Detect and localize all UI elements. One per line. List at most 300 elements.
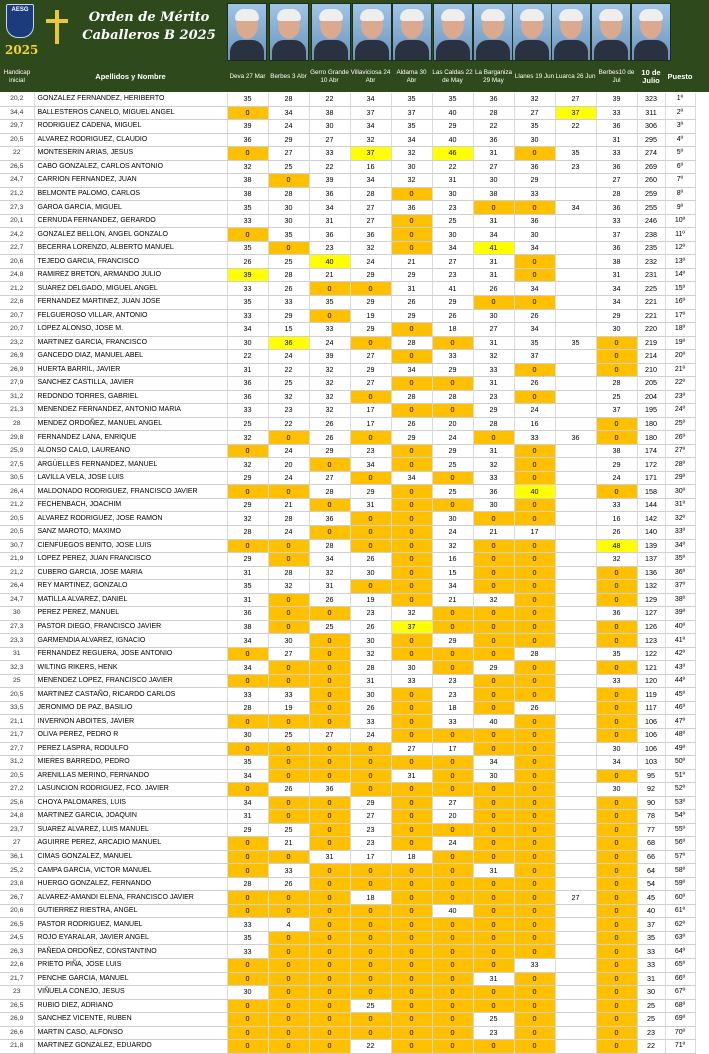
- position-cell: 33º: [665, 526, 695, 540]
- score-cell: 0: [309, 904, 350, 918]
- score-cell: 32: [227, 431, 268, 445]
- total-cell: 64: [637, 864, 665, 878]
- score-cell: 31: [473, 147, 514, 161]
- score-cell: 37: [391, 106, 432, 120]
- score-cell: 37: [555, 106, 596, 120]
- score-cell: 0: [514, 972, 555, 986]
- score-cell: 25: [473, 1013, 514, 1027]
- score-cell: [555, 174, 596, 188]
- score-cell: 0: [309, 458, 350, 472]
- score-cell: [555, 634, 596, 648]
- score-cell: 31: [227, 810, 268, 824]
- table-row: [0, 160, 695, 174]
- score-cell: [555, 1040, 596, 1054]
- score-cell: 31: [596, 268, 637, 282]
- score-cell: 0: [596, 769, 637, 783]
- handicap-cell: 26,9: [0, 350, 34, 364]
- score-cell: 24: [596, 471, 637, 485]
- handicap-cell: 26,3: [0, 945, 34, 959]
- score-cell: 0: [596, 417, 637, 431]
- score-cell: 37: [514, 350, 555, 364]
- score-cell: 0: [309, 756, 350, 770]
- score-cell: 0: [391, 972, 432, 986]
- score-cell: 31: [227, 566, 268, 580]
- table-row: [0, 553, 695, 567]
- score-cell: 33: [227, 404, 268, 418]
- score-cell: 26: [309, 417, 350, 431]
- player-photo: [631, 3, 671, 61]
- score-cell: 30: [268, 214, 309, 228]
- score-cell: 23: [350, 837, 391, 851]
- score-cell: 30: [227, 986, 268, 1000]
- score-cell: 27: [309, 133, 350, 147]
- score-cell: 35: [596, 647, 637, 661]
- score-cell: 26: [350, 701, 391, 715]
- score-cell: 28: [596, 187, 637, 201]
- table-row: [0, 93, 695, 106]
- score-cell: 30: [596, 742, 637, 756]
- score-cell: 0: [350, 864, 391, 878]
- score-cell: 0: [268, 1040, 309, 1054]
- score-cell: 0: [432, 918, 473, 932]
- score-cell: 0: [514, 877, 555, 891]
- score-cell: 0: [432, 728, 473, 742]
- total-cell: 45: [637, 891, 665, 905]
- score-cell: 0: [309, 959, 350, 973]
- score-cell: [555, 823, 596, 837]
- player-name: MIERES BARREDO, PEDRO: [34, 756, 227, 770]
- score-cell: 0: [268, 1026, 309, 1040]
- score-cell: 36: [473, 93, 514, 106]
- score-cell: 26: [350, 553, 391, 567]
- total-cell: 40: [637, 904, 665, 918]
- total-cell: 139: [637, 539, 665, 553]
- score-cell: 0: [514, 986, 555, 1000]
- player-name: ALONSO CALO, LAUREANO: [34, 444, 227, 458]
- score-cell: 0: [309, 999, 350, 1013]
- score-cell: 35: [227, 931, 268, 945]
- score-cell: 0: [350, 877, 391, 891]
- score-cell: 0: [227, 1040, 268, 1054]
- player-photo: [311, 3, 351, 61]
- score-cell: 0: [268, 485, 309, 499]
- total-cell: 225: [637, 282, 665, 296]
- score-cell: 37: [391, 620, 432, 634]
- table-row: [0, 268, 695, 282]
- score-cell: 0: [514, 268, 555, 282]
- header-event: Gerro Grande 10 Abr: [310, 69, 349, 84]
- score-cell: 0: [596, 810, 637, 824]
- score-cell: 31: [473, 336, 514, 350]
- score-cell: 32: [268, 390, 309, 404]
- score-cell: 0: [514, 715, 555, 729]
- score-cell: 0: [514, 620, 555, 634]
- score-cell: 41: [473, 241, 514, 255]
- table-row: [0, 864, 695, 878]
- score-cell: 0: [268, 891, 309, 905]
- score-cell: 33: [391, 674, 432, 688]
- score-cell: 0: [227, 674, 268, 688]
- score-cell: 32: [391, 174, 432, 188]
- score-cell: 0: [350, 904, 391, 918]
- score-cell: 0: [227, 837, 268, 851]
- score-cell: 28: [596, 377, 637, 391]
- score-cell: 36: [596, 160, 637, 174]
- score-cell: 0: [227, 147, 268, 161]
- handicap-cell: 20,2: [0, 93, 34, 106]
- score-cell: 22: [268, 417, 309, 431]
- score-cell: 0: [391, 580, 432, 594]
- score-cell: 0: [432, 661, 473, 675]
- score-cell: 23: [473, 1026, 514, 1040]
- table-row: [0, 877, 695, 891]
- score-cell: 26: [227, 255, 268, 269]
- score-cell: 29: [432, 295, 473, 309]
- score-cell: 33: [227, 282, 268, 296]
- score-cell: 34: [350, 174, 391, 188]
- score-cell: 34: [309, 553, 350, 567]
- score-cell: 0: [514, 769, 555, 783]
- position-cell: 71º: [665, 1040, 695, 1054]
- position-cell: 23º: [665, 390, 695, 404]
- position-cell: 17º: [665, 309, 695, 323]
- position-cell: 40º: [665, 620, 695, 634]
- score-cell: 34: [391, 133, 432, 147]
- score-cell: 0: [514, 850, 555, 864]
- total-cell: 22: [637, 1040, 665, 1054]
- score-cell: 33: [268, 864, 309, 878]
- header-name: Apellidos y Nombre: [95, 72, 166, 81]
- score-cell: 36: [227, 607, 268, 621]
- score-cell: [555, 228, 596, 242]
- score-cell: [555, 133, 596, 147]
- score-cell: [555, 810, 596, 824]
- score-cell: 33: [596, 106, 637, 120]
- score-cell: 26: [473, 282, 514, 296]
- handicap-cell: 23,7: [0, 823, 34, 837]
- score-cell: 36: [514, 214, 555, 228]
- score-cell: [555, 756, 596, 770]
- score-cell: 0: [391, 823, 432, 837]
- score-cell: 0: [309, 701, 350, 715]
- player-name: VIÑUELA CONEJO, JESUS: [34, 986, 227, 1000]
- player-name: MENDEZ ORDOÑEZ, MANUEL ANGEL: [34, 417, 227, 431]
- position-cell: 55º: [665, 823, 695, 837]
- score-cell: 0: [227, 904, 268, 918]
- total-cell: 90: [637, 796, 665, 810]
- header-total: 10 de Julio: [641, 68, 661, 85]
- position-cell: 54º: [665, 810, 695, 824]
- score-cell: 0: [268, 972, 309, 986]
- score-cell: 16: [432, 553, 473, 567]
- score-cell: 32: [350, 647, 391, 661]
- handicap-cell: 34,4: [0, 106, 34, 120]
- score-cell: 0: [227, 106, 268, 120]
- score-cell: 0: [432, 959, 473, 973]
- score-cell: 0: [473, 891, 514, 905]
- score-cell: 32: [432, 539, 473, 553]
- total-cell: 274: [637, 147, 665, 161]
- player-name: SANCHEZ VICENTE, RUBEN: [34, 1013, 227, 1027]
- score-cell: [555, 404, 596, 418]
- score-cell: 37: [596, 404, 637, 418]
- total-cell: 306: [637, 120, 665, 134]
- score-cell: 34: [227, 323, 268, 337]
- score-cell: 0: [596, 904, 637, 918]
- score-cell: 0: [596, 931, 637, 945]
- score-cell: 34: [309, 201, 350, 215]
- score-cell: 36: [350, 228, 391, 242]
- score-cell: 24: [268, 526, 309, 540]
- score-cell: [555, 959, 596, 973]
- position-cell: 46º: [665, 701, 695, 715]
- handicap-cell: 21,3: [0, 404, 34, 418]
- total-cell: 259: [637, 187, 665, 201]
- score-cell: 29: [309, 444, 350, 458]
- score-cell: 0: [391, 553, 432, 567]
- total-cell: 214: [637, 350, 665, 364]
- score-cell: 0: [309, 864, 350, 878]
- score-cell: 29: [391, 309, 432, 323]
- position-cell: 26º: [665, 431, 695, 445]
- score-cell: 34: [350, 458, 391, 472]
- score-cell: 0: [596, 431, 637, 445]
- score-cell: [555, 945, 596, 959]
- score-cell: 0: [473, 742, 514, 756]
- score-cell: 24: [432, 837, 473, 851]
- score-cell: 0: [309, 498, 350, 512]
- score-cell: 27: [268, 147, 309, 161]
- total-cell: 158: [637, 485, 665, 499]
- score-cell: 21: [473, 526, 514, 540]
- header-event: Berbes10 de Jul: [598, 69, 635, 84]
- score-cell: 26: [391, 417, 432, 431]
- score-cell: 24: [350, 255, 391, 269]
- score-cell: [555, 688, 596, 702]
- total-cell: 204: [637, 390, 665, 404]
- score-cell: 48: [596, 539, 637, 553]
- position-cell: 56º: [665, 837, 695, 851]
- score-cell: 0: [514, 688, 555, 702]
- score-cell: 0: [350, 769, 391, 783]
- score-cell: 0: [391, 458, 432, 472]
- position-cell: 41º: [665, 634, 695, 648]
- score-cell: [555, 850, 596, 864]
- table-row: [0, 999, 695, 1013]
- score-cell: 0: [596, 363, 637, 377]
- player-name: WILTING RIKERS, HENK: [34, 661, 227, 675]
- handicap-cell: 21,1: [0, 715, 34, 729]
- score-cell: 0: [391, 241, 432, 255]
- score-cell: 31: [350, 498, 391, 512]
- score-cell: 0: [432, 877, 473, 891]
- score-cell: 0: [596, 593, 637, 607]
- table-row: [0, 512, 695, 526]
- score-cell: 26: [514, 701, 555, 715]
- score-cell: 28: [473, 106, 514, 120]
- player-name: ALVAREZ RODRIGUEZ, JOSE RAMON: [34, 512, 227, 526]
- handicap-cell: 26,4: [0, 485, 34, 499]
- score-cell: 0: [596, 701, 637, 715]
- table-row: [0, 390, 695, 404]
- handicap-cell: 30: [0, 607, 34, 621]
- score-cell: 0: [268, 999, 309, 1013]
- score-cell: 33: [596, 498, 637, 512]
- handicap-cell: 22,6: [0, 959, 34, 973]
- position-cell: 6º: [665, 160, 695, 174]
- score-cell: 0: [391, 688, 432, 702]
- score-cell: 36: [227, 390, 268, 404]
- score-cell: 0: [268, 756, 309, 770]
- score-cell: 22: [227, 350, 268, 364]
- score-cell: 0: [309, 986, 350, 1000]
- score-cell: 0: [309, 1040, 350, 1054]
- score-cell: 0: [432, 756, 473, 770]
- score-cell: [555, 972, 596, 986]
- score-cell: 35: [555, 336, 596, 350]
- score-cell: 0: [514, 796, 555, 810]
- score-cell: 0: [596, 959, 637, 973]
- score-cell: 0: [514, 566, 555, 580]
- score-cell: 0: [391, 1026, 432, 1040]
- score-cell: 30: [473, 498, 514, 512]
- player-name: LOPEZ PEREZ, JUAN FRANCISCO: [34, 553, 227, 567]
- score-cell: 36: [227, 133, 268, 147]
- score-cell: 0: [473, 580, 514, 594]
- score-cell: 21: [391, 255, 432, 269]
- score-cell: 0: [391, 526, 432, 540]
- score-cell: 34: [555, 201, 596, 215]
- table-row: [0, 769, 695, 783]
- score-cell: [555, 214, 596, 228]
- score-cell: 0: [227, 972, 268, 986]
- score-cell: 0: [391, 783, 432, 797]
- score-cell: 0: [596, 918, 637, 932]
- score-cell: 0: [350, 282, 391, 296]
- score-cell: 0: [596, 634, 637, 648]
- handicap-cell: 20,7: [0, 309, 34, 323]
- score-cell: 34: [596, 295, 637, 309]
- table-row: [0, 309, 695, 323]
- score-cell: 0: [350, 431, 391, 445]
- score-cell: 0: [514, 498, 555, 512]
- score-cell: 0: [514, 1013, 555, 1027]
- score-cell: 0: [514, 945, 555, 959]
- score-cell: 0: [432, 1040, 473, 1054]
- score-cell: 36: [227, 377, 268, 391]
- handicap-cell: 26,5: [0, 999, 34, 1013]
- score-cell: 28: [350, 661, 391, 675]
- score-cell: 0: [432, 783, 473, 797]
- score-cell: 23: [350, 607, 391, 621]
- position-cell: 5º: [665, 147, 695, 161]
- score-cell: 0: [268, 796, 309, 810]
- player-name: PEREZ PEREZ, MANUEL: [34, 607, 227, 621]
- score-cell: [555, 295, 596, 309]
- score-cell: 36: [596, 241, 637, 255]
- score-cell: 22: [555, 120, 596, 134]
- total-cell: 103: [637, 756, 665, 770]
- title-line-2: Caballeros B 2025: [82, 28, 216, 43]
- table-row: [0, 823, 695, 837]
- table-row: [0, 350, 695, 364]
- score-cell: 33: [309, 323, 350, 337]
- total-cell: 120: [637, 674, 665, 688]
- score-cell: 23: [432, 674, 473, 688]
- total-cell: 269: [637, 160, 665, 174]
- total-cell: 232: [637, 255, 665, 269]
- score-cell: [555, 674, 596, 688]
- score-cell: 31: [227, 593, 268, 607]
- total-cell: 30: [637, 986, 665, 1000]
- score-cell: 36: [309, 783, 350, 797]
- score-cell: 0: [391, 945, 432, 959]
- score-cell: 23: [309, 241, 350, 255]
- handicap-cell: 30,7: [0, 539, 34, 553]
- score-cell: 34: [227, 796, 268, 810]
- table-row: [0, 810, 695, 824]
- header-event: Aldama 30 Abr: [396, 69, 427, 84]
- score-cell: 32: [391, 607, 432, 621]
- player-name: ARENILLAS MERINO, FERNANDO: [34, 769, 227, 783]
- header-event: Villaviciosa 24 Abr: [350, 69, 391, 84]
- score-cell: 0: [268, 810, 309, 824]
- table-row: [0, 945, 695, 959]
- score-cell: 35: [309, 295, 350, 309]
- player-photo: [551, 3, 591, 61]
- score-cell: 0: [309, 837, 350, 851]
- handicap-cell: 21,2: [0, 282, 34, 296]
- position-cell: 42º: [665, 647, 695, 661]
- player-name: LAVILLA VELA, JOSE LUIS: [34, 471, 227, 485]
- score-cell: 0: [432, 377, 473, 391]
- score-cell: 15: [432, 566, 473, 580]
- position-cell: 21º: [665, 363, 695, 377]
- score-cell: 0: [227, 850, 268, 864]
- score-cell: 33: [473, 471, 514, 485]
- score-cell: 0: [473, 1040, 514, 1054]
- handicap-cell: 28: [0, 417, 34, 431]
- score-cell: 0: [596, 485, 637, 499]
- score-cell: 38: [227, 174, 268, 188]
- score-cell: 35: [514, 120, 555, 134]
- player-name: RUBIO DIEZ, ADRIANO: [34, 999, 227, 1013]
- total-cell: 171: [637, 471, 665, 485]
- total-cell: 37: [637, 918, 665, 932]
- handicap-cell: 20,5: [0, 688, 34, 702]
- table-row: [0, 918, 695, 932]
- score-cell: 0: [596, 661, 637, 675]
- score-cell: 34: [227, 661, 268, 675]
- handicap-cell: 31,2: [0, 390, 34, 404]
- player-name: PENCHE GARCIA, MANUEL: [34, 972, 227, 986]
- position-cell: 68º: [665, 999, 695, 1013]
- score-cell: 0: [268, 959, 309, 973]
- score-cell: 33: [227, 309, 268, 323]
- handicap-cell: 25,9: [0, 444, 34, 458]
- position-cell: 51º: [665, 769, 695, 783]
- score-cell: 0: [391, 1013, 432, 1027]
- score-cell: 0: [350, 1013, 391, 1027]
- score-cell: 0: [514, 837, 555, 851]
- score-cell: 27: [350, 350, 391, 364]
- score-cell: [555, 1013, 596, 1027]
- score-cell: 0: [391, 485, 432, 499]
- total-cell: 255: [637, 201, 665, 215]
- table-row: [0, 485, 695, 499]
- score-cell: 0: [473, 295, 514, 309]
- score-cell: [555, 377, 596, 391]
